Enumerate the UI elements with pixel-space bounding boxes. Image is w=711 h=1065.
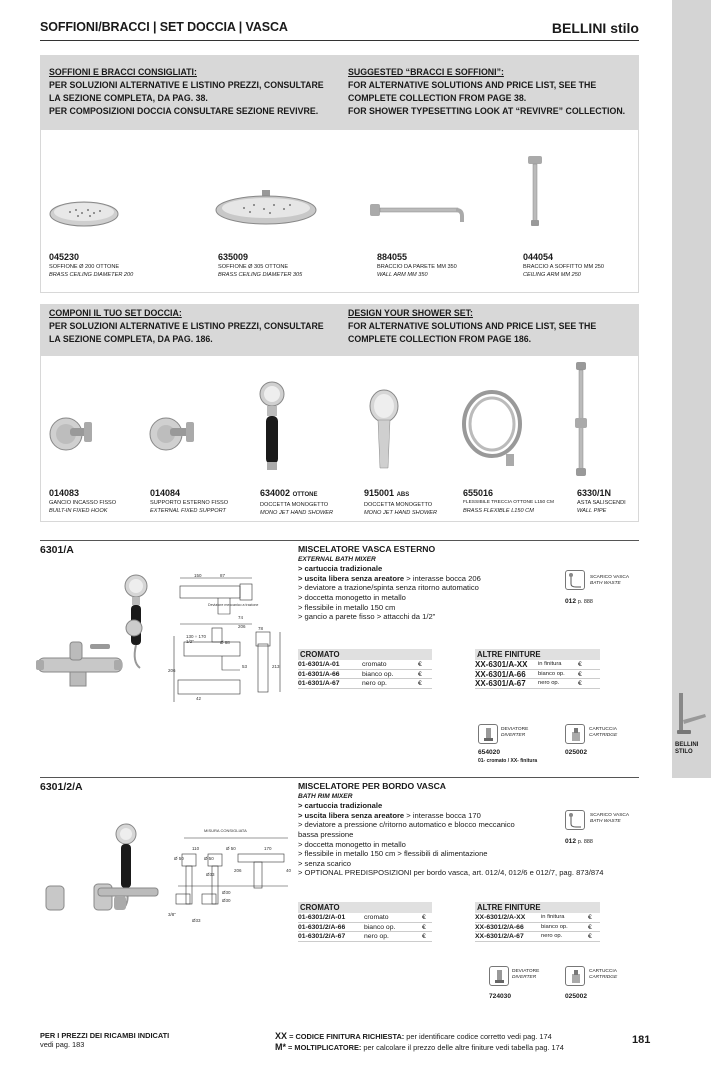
dim-deviator-note: Deviatore meccanico a trazione: [208, 603, 259, 607]
flexible-hose-image: [458, 388, 528, 474]
dim-206: 206: [238, 624, 246, 629]
table-row: 01-6301/2/A-66 bianco op. €: [298, 923, 432, 933]
bath-waste-ref-2: 012 p. 888: [565, 838, 593, 845]
cartridge-code: 025002: [565, 749, 588, 756]
cartridge-icon-2: [565, 966, 585, 986]
dim-74: 74: [238, 615, 244, 620]
dim2-d50-b: Ø 50: [174, 856, 184, 861]
table-row: XX-6301/A-67 nero op. €: [475, 679, 600, 689]
table-row: 01-6301/2/A-67 nero op. €: [298, 932, 432, 942]
table-row: 01-6301/A-66 bianco op. €: [298, 670, 432, 680]
product-6330-1n: 6330/1N ASTA SALISCENDI WALL PIPE: [577, 488, 626, 514]
bath-waste-icon: [565, 570, 585, 590]
wall-pipe-image: [570, 362, 594, 480]
table-row: XX-6301/A-XX in finitura €: [475, 660, 600, 670]
dim-1-2: 1/2”: [186, 639, 194, 644]
product-014083: 014083 GANCIO INCASSO FISSO BUILT-IN FIXED HOOK: [49, 488, 117, 514]
product-655016: 655016 FLESSIBILE TRECCIA OTTONE L150 CM BRASS FLEXIBLE L150 CM: [463, 488, 554, 514]
info2-italian: COMPONI IL TUO SET DOCCIA: PER SOLUZIONI ALTERNATIVE E LISTINO PREZZI, CONSULTARE LA SEZIONE COMPLETA, DA PAG. 186.: [49, 308, 324, 344]
table-row: XX-6301/A-66 bianco op. €: [475, 670, 600, 680]
product-915001: 915001 ABS DOCCETTA MONOGETTO MONO JET HAND SHOWER: [364, 488, 438, 516]
dim-note-recommended: MISURA CONSIGLIATA: [204, 828, 247, 833]
dim-d68: Ø 68: [220, 640, 230, 645]
bath-waste-label-2: SCARICO VASCA BATH WASTE: [590, 813, 630, 824]
shower-head-305-image: [214, 190, 318, 230]
bath-waste-label: SCARICO VASCA BATH WASTE: [590, 575, 630, 586]
page-number: 181: [632, 1034, 651, 1046]
footer-legend: XX = CODICE FINITURA RICHIESTA: per identificare codice corretto vedi pag. 174 M* = MOLTIPLICATORE: per calcolare il prezzo delle altre finiture vedi tabella pag. 174: [275, 1031, 564, 1052]
cartridge-label: CARTUCCIA CARTRIDGE: [589, 727, 618, 738]
diverter-code: 654020: [478, 749, 501, 756]
bath-rim-mixer-technical-drawing: [168, 824, 296, 928]
cartridge-label-2: CARTUCCIA CARTRIDGE: [589, 969, 618, 980]
dim-78: 78: [258, 626, 264, 631]
dim2-d33-b: Ø33: [192, 918, 201, 923]
section2-description: MISCELATORE PER BORDO VASCA BATH RIM MIXER > cartuccia tradizionale > uscita libera senza areatore > interasse bocca 170 > deviatore a pressione c/ritorno automatico e blocco meccanico bassa pressione > doccetta monogetto in metallo > flessibile in metallo 150 cm > flessibili di alimentazione > senza scarico > OPTIONAL PREDISPOSIZIONI per bordo vasca, art. 012/4, 012/6 e 012/7, pag. 873/874: [298, 781, 604, 878]
wall-arm-image: [370, 196, 470, 230]
info-english: SUGGESTED “BRACCI E SOFFIONI”: FOR ALTERNATIVE SOLUTIONS AND PRICE LIST, SEE THE COMPLETE COLLECTION FROM PAGE 38. FOR SHOWER TYPESETTING LOOK AT “REVIVRE” COLLECTION.: [348, 67, 626, 116]
section2-divider: [40, 777, 639, 778]
side-tab-label: BELLINI STILO: [675, 742, 699, 755]
bath-mixer-image: [36, 572, 162, 702]
diverter-note: 01- cromato / XX- finitura: [478, 758, 538, 764]
dim-87: 87: [220, 573, 226, 578]
dim2-3-8: 3/8”: [168, 912, 176, 917]
dim2-d50-c: Ø 50: [204, 856, 214, 861]
dim-53: 53: [242, 664, 248, 669]
dim2-d30-a: Ø30: [222, 890, 231, 895]
section2-cromato-table: CROMATO 01-6301/2/A-01 cromato € 01-6301/2/A-66 bianco op. € 01-6301/2/A-67 nero op. €: [298, 902, 432, 942]
section1-altre-table: ALTRE FINITURE XX-6301/A-XX in finitura € XX-6301/A-66 bianco op. € XX-6301/A-67 nero op. €: [475, 649, 600, 689]
bath-waste-icon-2: [565, 810, 585, 830]
product-635009: 635009 SOFFIONE Ø 305 OTTONE BRASS CEILING DIAMETER 305: [218, 252, 303, 278]
hand-shower-brass-image: [258, 380, 288, 472]
table-row: XX-6301/2/A-66 bianco op. €: [475, 923, 600, 933]
diverter-icon: [478, 724, 498, 744]
diverter-icon-2: [489, 966, 509, 986]
bath-mixer-technical-drawing: [168, 572, 288, 706]
dim-150: 150: [194, 573, 202, 578]
table-row: XX-6301/2/A-67 nero op. €: [475, 932, 600, 942]
dim2-d30-b: Ø30: [222, 898, 231, 903]
section1-code: 6301/A: [40, 544, 74, 556]
shower-head-200-image: [48, 192, 120, 232]
diverter-label: DEVIATORE DIVERTER: [501, 727, 529, 738]
product-014084: 014084 SUPPORTO ESTERNO FISSO EXTERNAL FIXED SUPPORT: [150, 488, 229, 514]
dim2-d50-a: Ø 50: [226, 846, 236, 851]
hand-shower-abs-image: [366, 388, 406, 474]
info2-english: DESIGN YOUR SHOWER SET: FOR ALTERNATIVE SOLUTIONS AND PRICE LIST, SEE THE COMPLETE COLLECTION FROM PAGE 186.: [348, 308, 597, 344]
table-row: 01-6301/2/A-01 cromato €: [298, 913, 432, 923]
header-divider: [40, 40, 639, 41]
bath-waste-ref: 012 p. 888: [565, 598, 593, 605]
dim-206-v: 206: [168, 668, 176, 673]
section1-description: MISCELATORE VASCA ESTERNO EXTERNAL BATH MIXER > cartuccia tradizionale > uscita libera senza areatore > interasse bocca 206 > deviatore a trazione/spinta senza ritorno automatico > doccetta monogetto in metallo > flessibile in metallo 150 cm > gancio a parete fisso > attacchi da 1/2”: [298, 544, 481, 622]
cartridge-icon: [565, 724, 585, 744]
diverter-code-2: 724030: [489, 993, 512, 1000]
product-044054: 044054 BRACCIO A SOFFITTO MM 250 CEILING ARM MM 250: [523, 252, 605, 278]
table-row: XX-6301/2/A-XX in finitura €: [475, 913, 600, 923]
brand-name: BELLINI stilo: [551, 20, 639, 36]
external-support-image: [148, 412, 202, 454]
footer-spare-parts-note: PER I PREZZI DEI RICAMBI INDICATI vedi pag. 183: [40, 1031, 170, 1050]
dim-213: 213: [272, 664, 280, 669]
page-title: SOFFIONI/BRACCI | SET DOCCIA | VASCA: [40, 20, 288, 34]
bath-rim-mixer-image: [34, 822, 170, 922]
dim2-206: 206: [234, 868, 242, 873]
dim2-170: 170: [264, 846, 272, 851]
product-045230: 045230 SOFFIONE Ø 200 OTTONE BRASS CEILING DIAMETER 200: [49, 252, 134, 278]
dim-42: 42: [196, 696, 202, 701]
side-tab: [672, 0, 711, 778]
dim2-40: 40: [286, 868, 292, 873]
dim-130-170: 130 ÷ 170: [186, 634, 206, 639]
faucet-thumbnail-icon: [675, 690, 709, 738]
dim2-d33-a: Ø33: [206, 872, 215, 877]
table-row: 01-6301/A-01 cromato €: [298, 660, 432, 670]
product-634002: 634002 OTTONE DOCCETTA MONOGETTO MONO JET HAND SHOWER: [260, 488, 334, 516]
section1-cromato-table: CROMATO 01-6301/A-01 cromato € 01-6301/A-66 bianco op. € 01-6301/A-67 nero op. €: [298, 649, 432, 689]
table-row: 01-6301/A-67 nero op. €: [298, 679, 432, 689]
ceiling-arm-image: [524, 156, 546, 230]
product-884055: 884055 BRACCIO DA PARETE MM 350 WALL ARM MM 350: [377, 252, 457, 278]
built-in-hook-image: [48, 412, 96, 454]
section1-divider: [40, 540, 639, 541]
dim2-110: 110: [192, 846, 200, 851]
diverter-label-2: DEVIATORE DIVERTER: [512, 969, 540, 980]
info-italian: SOFFIONI E BRACCI CONSIGLIATI: PER SOLUZIONI ALTERNATIVE E LISTINO PREZZI, CONSULTARE LA SEZIONE COMPLETA, DA PAG. 38. PER COMPOSIZIONI DOCCIA CONSULTARE SEZIONE REVIVRE.: [49, 67, 324, 116]
section2-code: 6301/2/A: [40, 781, 83, 793]
cartridge-code-2: 025002: [565, 993, 588, 1000]
section2-altre-table: ALTRE FINITURE XX-6301/2/A-XX in finitura € XX-6301/2/A-66 bianco op. € XX-6301/2/A-67 nero op. €: [475, 902, 600, 942]
